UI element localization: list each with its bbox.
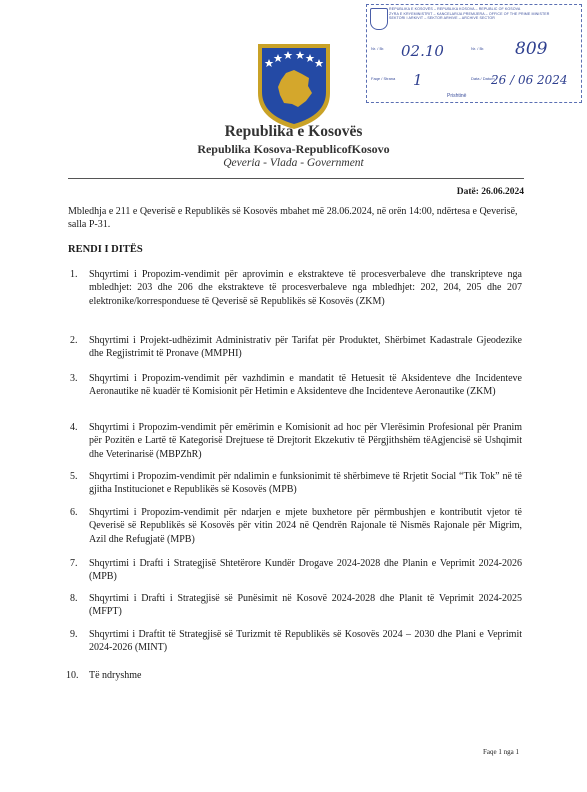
- stamp-header-line: ZYRA E KRYEMINISTRIT – KANCELARIJA PREMIJERA – OFFICE OF THE PRIME MINISTER: [389, 11, 550, 16]
- agenda-item: [70, 592, 522, 619]
- agenda-item-number: 6.: [70, 507, 78, 518]
- agenda-item-text: Shqyrtimi i Draftit të Strategjisë së Turizmit të Republikës së Kosovës 2024 – 2030 dhe Plani e Veprimit 2024-2026 (MINT): [89, 629, 522, 654]
- agenda-item-number: 4.: [70, 422, 78, 433]
- stamp-label-nr: Nr. / Br.: [371, 46, 385, 51]
- agenda-item: [70, 334, 522, 361]
- agenda-item-text: Shqyrtimi i Projekt-udhëzimit Administrativ për Tarifat për Produktet, Shërbimet Kadastrale Gjeodezike dhe Regjistrimit të Pronave (MMPHI): [89, 335, 522, 360]
- agenda-item-text: Shqyrtimi i Propozim-vendimit për vazhdimin e mandatit të Hetuesit të Aksidenteve dhe Incidenteve Aeronautike në kuadër të Komisionit për Hetimin e Aksidenteve dhe Incidenteve Aeronautike (ZKM): [89, 373, 522, 398]
- agenda-item-text: Shqyrtimi i Propozim-vendimit për ndalimin e funksionimit të shërbimeve të Rrjetit Social “Tik Tok” në të gjitha Institucionet e Republikës së Kosovës (MPB): [89, 471, 522, 496]
- stamp-handwritten-date: 26 / 06 2024: [491, 73, 568, 87]
- document-date: Datë: 26.06.2024: [456, 187, 524, 197]
- stamp-label-date: Data / Datum: [471, 76, 495, 81]
- stamp-label-nr-right: Nr. / Br.: [471, 46, 485, 51]
- agenda-item: [70, 372, 522, 399]
- agenda-item-number: 7.: [70, 558, 78, 569]
- stamp-header-line: REPUBLIKA E KOSOVËS – REPUBLIKA KOSOVA – REPUBLIC OF KOSOVA: [389, 7, 521, 11]
- stamp-city: Prishtinë: [447, 93, 467, 99]
- agenda-item: [70, 470, 522, 497]
- stamp-emblem-icon: [370, 8, 388, 30]
- government-line: Qeveria - Vlada - Government: [223, 157, 364, 169]
- meeting-intro: Mbledhja e 211 e Qeverisë e Republikës së Kosovës mbahet më 28.06.2024, në orën 14:00, ndërtesa e Qeverisë, salla P-31.: [68, 206, 518, 231]
- stamp-header-line: SEKTORI I ARKIVIT – SEKTOR ARHIVE – ARCHIVE SECTOR: [389, 16, 495, 21]
- agenda-item-number: 3.: [70, 373, 78, 384]
- agenda-title: RENDI I DITËS: [68, 244, 143, 255]
- kosovo-coat-of-arms-icon: [256, 41, 332, 131]
- stamp-handwritten-pages: 1: [413, 71, 423, 89]
- agenda-item-text: Shqyrtimi i Drafti i Strategjisë së Punësimit në Kosovë 2024-2028 dhe Planit të Veprimit 2024-2025 (MFPT): [89, 593, 522, 618]
- stamp-header: [389, 7, 577, 21]
- agenda-item-text: Shqyrtimi i Propozim-vendimit për ndarjen e mjete buxhetore për përmbushjen e kontributit vjetor të Qeverisë së Republikës së Kosovës për vitin 2024 në Qendrën Rajonale të Nismës Rajonale për Migrim, Azil dhe Refugjatë (MPB): [89, 507, 522, 545]
- stamp-handwritten-protocol: 809: [515, 39, 548, 59]
- agenda-item: [66, 669, 522, 682]
- page-number: Faqe 1 nga 1: [483, 748, 519, 756]
- country-title: Republika e Kosovës: [224, 123, 363, 140]
- agenda-item-number: 5.: [70, 471, 78, 482]
- agenda-item-text: Shqyrtimi i Drafti i Strategjisë Shtetërore Kundër Drogave 2024-2028 dhe Planin e Veprimit 2024-2026 (MPB): [89, 558, 522, 583]
- header-divider: [68, 178, 524, 179]
- agenda-item-text: Shqyrtimi i Propozim-vendimit për aprovimin e ekstrakteve të procesverbaleve dhe transkripteve nga mbledhjet: 203 dhe 206 dhe ekstrakteve të procesverbaleve nga mbledhjet: 202, 204, 205 dhe 207 elektronike/korresponduese të Qeverisë së Republikës së Kosovës (ZKM): [89, 269, 522, 307]
- agenda-item-number: 8.: [70, 593, 78, 604]
- agenda-item: [70, 628, 522, 655]
- agenda-item-number: 10.: [66, 670, 79, 681]
- agenda-item: [70, 506, 522, 546]
- archive-stamp: [366, 4, 582, 103]
- agenda-item: [70, 268, 522, 308]
- agenda-item-number: 2.: [70, 335, 78, 346]
- agenda-item-text: Të ndryshme: [89, 670, 142, 681]
- agenda-item-text: Shqyrtimi i Propozim-vendimit për emërimin e Komisionit ad hoc për Vlerësimin Profesional për Pranim për Pozitën e Lartë të Kategorisë Drejtuese të Drejtorit Ekzekutiv të Përgjithshëm tëAgjencisë së Ushqimit dhe Veterinarisë (MBPZhR): [89, 422, 522, 460]
- stamp-handwritten-number: 02.10: [401, 42, 444, 60]
- agenda-item: [70, 557, 522, 584]
- stamp-label-pages: Faqe / Strana: [371, 76, 396, 81]
- agenda-item: [70, 421, 522, 461]
- agenda-item-number: 1.: [70, 269, 78, 280]
- agenda-item-number: 9.: [70, 629, 78, 640]
- country-subtitle: Republika Kosova-RepublicofKosovo: [197, 142, 390, 156]
